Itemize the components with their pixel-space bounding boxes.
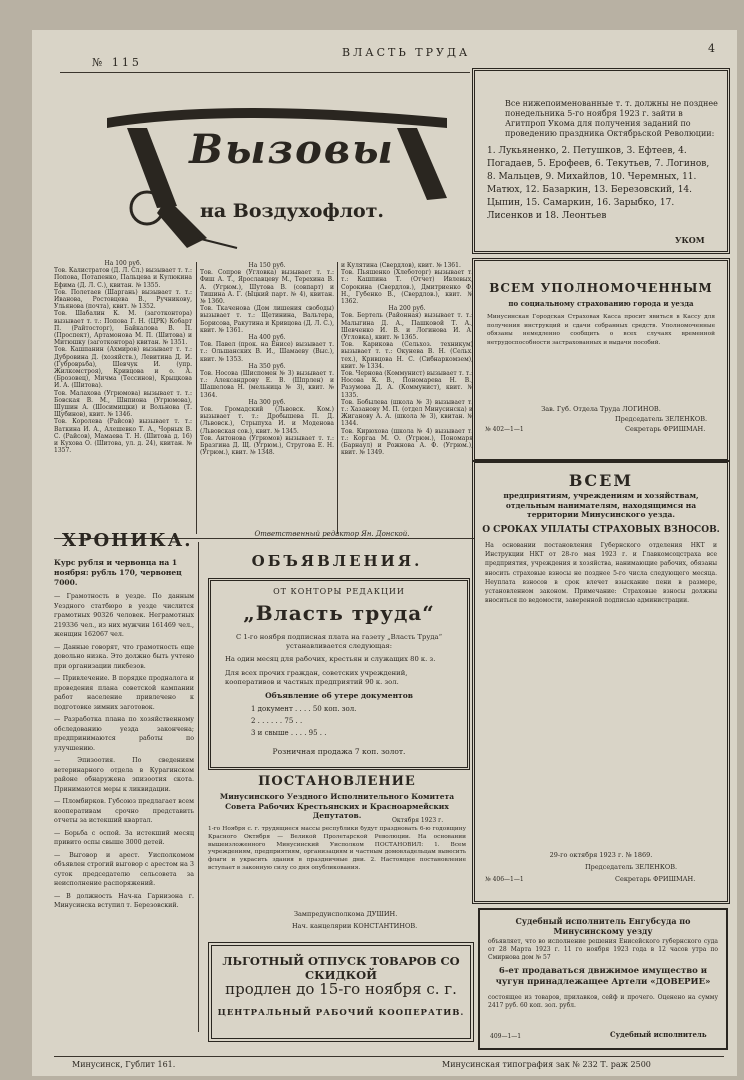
retail-price: Розничная продажа 7 коп. золот. xyxy=(272,747,406,756)
newspaper-page xyxy=(32,30,737,1076)
bailiff-signed: Судебный исполнитель xyxy=(610,1030,707,1039)
to-all-sec: Секретарь ФРИШМАН. xyxy=(615,875,696,883)
ads-title: ОБЪЯВЛЕНИЯ. xyxy=(251,552,423,570)
doc-row-2: 2 . . . . . . 75 . . xyxy=(251,717,303,725)
resolution-subtitle: Минусинского Уездного Исполнительного Комитета Совета Рабочих Крестьянских и Красноармейских Депутатов. xyxy=(219,792,455,820)
list-item: Тов. Королева (Райсов) вызывает т. т.: Ваткина И. А., Алешевко Т. А., Чорных В. С. (Райсов), Мамаева Т. Н. (Шитова д. 16) и Кухова О. (Шитова, ул. д. 24), квитан. № 1357. xyxy=(54,418,192,455)
footer-left: Минусинск, Гублит 161. xyxy=(72,1060,176,1069)
challenges-title: Вызовы xyxy=(189,126,395,173)
sale-title: ЛЬГОТНЫЙ ОТПУСК ТОВАРОВ СО СКИДКОЙ xyxy=(222,954,460,982)
to-all-notice xyxy=(472,460,730,904)
insurance-sec: Секретарь ФРИШМАН. xyxy=(625,425,706,433)
bailiff-ref: 409—1—1 xyxy=(490,1033,522,1040)
bailiff-body: объявляет, что во исполнение решения Енисейского губернского суда от 28 Марта 1923 г. 11 го ноября 1923 года в 12 часов утра по Смирнова дом № 57 xyxy=(488,938,718,961)
to-all-chair: Председатель ЗЕЛЕНКОВ. xyxy=(585,863,678,871)
challenges-banner xyxy=(87,88,472,258)
list-item: — Данные говорят, что грамотность еще довольно низка. Это должно быть учтено при организации ликбезов. xyxy=(54,643,194,670)
page-number: 4 xyxy=(708,42,718,55)
to-all-heading: О СРОКАХ УПЛАТЫ СТРАХОВЫХ ВЗНОСОВ. xyxy=(482,525,720,535)
list-item: Тов. Носова (Шиспомен № 3) вызывает т. т.: Александрову Е. В. (Шпрлен) и Шашелова Н. (мельница № 3), квит. № 1364. xyxy=(200,370,334,399)
issue-number: № 115 xyxy=(92,56,142,69)
list-item: На 350 руб. xyxy=(248,362,286,370)
insurance-chair: Председатель ЗЕЛЕНКОВ. xyxy=(615,415,708,423)
insurance-footer: Зав. Губ. Отдела Труда ЛОГИНОВ. xyxy=(541,405,661,413)
list-item: — Грамотность в уезде. По данным Уездного статбюро в уезде числится грамотных 90326 человек. Неграмотных 219336 чел., из них мужчин 161469 чел., женщин 162067 чел. xyxy=(54,593,194,638)
list-item: На 300 руб. xyxy=(248,398,286,406)
list-item: — Привлечение. В порядке продналога и проведения плана советской кампании работ население привлечено к подготовке зимних заготовок. xyxy=(54,675,194,711)
insurance-notice xyxy=(472,258,730,462)
resolution-title: ПОСТАНОВЛЕНИЕ xyxy=(258,774,416,789)
list-item: Тов. Карикова (Сельхоз. техникум) вызывает т. т.: Окунева В. Н. (Сельх. тех.), Кривцова Н. С. (Сибнаркомзем), квит. № 1334. xyxy=(341,341,473,370)
exchange-rate: Курс рубля и червонца на 1 ноября: рубль 170, червонец 7000. xyxy=(54,558,182,587)
ads-row-1: На один месяц для рабочих, крестьян и служащих 80 к. з. xyxy=(225,655,436,663)
ads-row-2: Для всех прочих граждан, советских учреждений, кооперативов и частных предприятий 90 к. зол. xyxy=(225,669,408,686)
doc-row-3: 3 и свыше . . . . 95 . . xyxy=(251,729,327,737)
sale-coop: ЦЕНТРАЛЬНЫЙ РАБОЧИЙ КООПЕРАТИВ. xyxy=(217,1008,465,1018)
list-item: Тов. Полетаев (Шаргань) вызывает т. т.: Иванова, Ростовцева В., Ручникову, Ульянова (почта), квит. № 1352. xyxy=(54,288,192,311)
list-item: Тов. Чернова (Коммунист) вызывает т. т.: Носова К. В., Пономарева Н. В., Разумова Д. А. (Коммунист), квит. № 1335. xyxy=(341,370,473,399)
insurance-title: ВСЕМ УПОЛНОМОЧЕННЫМ xyxy=(489,281,713,295)
footer-right: Минусинская типография зак № 232 Т. раж 2500 xyxy=(442,1060,651,1069)
list-item: Тов. Сопров (Угловка) вызывает т. т.: Фиш А. Т., Ярославцеву М., Терехина В. А. (Угрюм.), Шутова В. (совпарт) и Тишина А. Г. (Ыцкий парт. № 4), квитан. № 1360. xyxy=(200,269,334,306)
list-item: Тов. Кашпанин (Ахмиров) вызывает т. т.: Дубровина Д. (хозяйств.), Левитина Д. И. (Губроврьба), Шевчук И. (упр. Жилкомстроя), Кривцова и о. А. (Брозовец), Мичма (Тессинов), Крыцкова И. А. (Шитова). xyxy=(54,346,192,390)
list-item: Тов. Кирюхова (школа № 4) вызывает т. т.: Коргаа М. О. (Угрюм.), Пономаря (Барнаул) и Рожнова А. Ф. (Угрюм.), квит. № 1349. xyxy=(341,427,473,457)
newspaper-title: ВЛАСТЬ ТРУДА xyxy=(342,46,471,59)
ukom-notice xyxy=(472,68,730,254)
list-item: На 400 руб. xyxy=(248,334,286,342)
chronicle-title: ХРОНИКА. xyxy=(62,530,193,551)
ads-sub-text: С 1-го ноября подписная плата на газету „Власть Труда“ устанавливается следующая: xyxy=(235,633,443,650)
challenges-subtitle: на Воздухофлот. xyxy=(199,200,385,222)
list-item: Тов. Бертель (Районная) вызывает т. т.: Малыгина Д. А., Пашковой Т. А., Шевченко И. В. и Логинова И. А. (Угловка), квит. № 1365. xyxy=(341,312,473,342)
to-all-ref: № 406—1—1 xyxy=(485,876,524,883)
to-all-subtitle: предприятиям, учреждениям и хозяйствам, отдельным нанимателям, находящимся на территории Минусинского уезда. xyxy=(503,491,699,519)
challenges-col-3 xyxy=(341,262,473,536)
list-item: — Эпизоотия. По сведениям ветеринарного отдела в Курагинском районе обнаружена эпизоотия скота. Принимаются меры к ликвидации. xyxy=(54,757,194,793)
list-item: Тов. Громадский (Львовск. Ком.) вызывает т. т.: Дробышева П. Д. (Львовск.), Стрыпуха И. и Моденова (Львовская сов.), квит. № 1345. xyxy=(200,406,334,435)
doc-row-1: 1 документ . . . . 50 коп. зол. xyxy=(251,705,357,713)
list-item: Тов. Калистратов (Д. Л. Сл.) вызывает т. т.: Попова, Потапенко, Пальцева и Кулюкина Ефима (Д. Л. С.), квитан. № 1355. xyxy=(54,267,192,289)
ads-from: ОТ КОНТОРЫ РЕДАКЦИИ xyxy=(273,587,405,596)
resolution-manager: Нач. канцелярии КОНСТАНТИНОВ. xyxy=(292,922,418,930)
challenges-col-2 xyxy=(200,262,334,536)
list-item: — Разработка плана по хозяйственному обследованию уезда закончена; предпринимаются работы по улучшению. xyxy=(54,716,194,752)
list-item: На 150 руб. xyxy=(248,262,286,269)
bailiff-tail: состоящее из товаров, прилавков, сейф и прочего. Оценено на сумму 2417 руб. 60 коп. зол. рубл. xyxy=(488,994,718,1009)
ads-paper: „Власть труда“ xyxy=(243,601,435,625)
chronicle-column xyxy=(54,558,194,1028)
list-item: Тов. Ткаченова (Дом лишения свободы) вызывает т. т.: Щетинина, Вальтера, Борисова, Ракутина и Кривцова (Д. Л. С.), квит. № 1361. xyxy=(200,305,334,334)
resolution-date: Октября 1923 г. xyxy=(392,817,444,824)
insurance-body: Минусинская Городская Страховая Касса просит явиться в Кассу для получения инструкций и сдачи собранных средств. Уполномоченные обязаны немедленно сообщить о всех случаях временной нетрудоспособности застрахованных и выдачи пособий. xyxy=(487,314,715,346)
list-item: Тов. Малахова (Угрюмова) вызывает т. т.: Бовская В. М., Шнпиона (Угрюмова), Шушин А. (Шосимищки) и Вольнова (Т. Щубинов), квит. № 1346. xyxy=(54,389,192,419)
sale-box xyxy=(208,942,474,1042)
bailiff-notice xyxy=(478,908,728,1050)
to-all-title: ВСЕМ xyxy=(568,471,634,490)
list-item: — Пломбирков. Губсоюз предлагает всем кооперативам срочно представить отчеты за истекший квартал. xyxy=(54,798,194,824)
list-item: Тов. Антонова (Угрюмов) вызывает т. т.: Бразгина Д. Щ. (Угрюм.), Стругова Е. Н. (Угрюм.), квит. № 1348. xyxy=(200,434,334,457)
list-item: Тов. Бобылева (школа № 3) вызывает т. т.: Хазанову М. П. (отдел Минусинска) и Жиганову А. А. (школа № 3), квитан. № 1344. xyxy=(341,398,473,428)
editor-line: Ответственный редактор Ян. Донской. xyxy=(254,530,410,538)
challenges-col-1 xyxy=(54,260,192,536)
list-item: Тов. Павел (прок. на Енисе) вызывает т. т.: Ольшанских В. И., Шамаеву (Выс.), квит. № 1353. xyxy=(200,341,334,363)
bailiff-title: Судебный исполнитель Енгубсуда по Минусинскому уезду xyxy=(515,916,691,936)
list-item: На 200 руб. xyxy=(388,305,426,313)
bailiff-bold: 6-ет продаваться движимое имущество и чугун принадлежащее Артели «ДОВЕРИЕ» xyxy=(495,966,711,987)
resolution-body: 1-го Ноября с. г. трудящиеся массы республики будут праздновать 6-ю годовщину Красного Октября — Великой Пролетарской Революции. На основании вышеизложенного Минусинский Уисполком ПОСТАНОВИЛ: 1. Всем учреждениям, предприятиям, организациям и частным домовладельцам вывесить флаги и украсить здания в праздничные дни. 2. Настоящее постановление вступает в законную силу со дня опубликования. xyxy=(208,826,466,871)
ukom-names: 1. Лукьяненко, 2. Петушков, 3. Ефтеев, 4. Погадаев, 5. Ерофеев, 6. Текутьев, 7. Логинов, 8. Мальцев, 9. Михайлов, 10. Черемных, 11. Матюх, 12. Базаркин, 13. Березовский, 14. Цыпин, 15. Самаркин, 16. Зарыбко, 17. Лисенков и 18. Леонтьев xyxy=(487,146,710,221)
list-item: Тов. Шабалин К. М. (заготконтора) вызывает т. т.: Попова Г. Н. (ЦРК) Кобарт П. (Райтосторг), Байкалова В. П. (Проспект), Артамонова М. П. (Шитова) и Митюшку (заготконтора) квитан. № 1351. xyxy=(54,310,192,347)
list-item: Тов. Пьяшенко (Хлеботорг) вызывает т. т.: Кашпина Т. (Отчет) Ивлевых, Сорокина (Свердлов.), Дмитриенко Ф. Н., Губенко В., (Свердлов.), квит. № 1362. xyxy=(341,269,473,306)
sale-extend: продлен до 15-го ноября с. г. xyxy=(225,980,457,998)
doc-title: Объявление об утере документов xyxy=(265,691,413,700)
subscription-box xyxy=(208,578,470,770)
list-item: — Борьба с оспой. За истекший месяц привито оспы свыше 3000 детей. xyxy=(54,829,194,846)
list-item: — В должность Нач-ка Гарнизона г. Минусинска вступил т. Березовский. xyxy=(54,892,194,909)
insurance-ref: № 402—1—1 xyxy=(485,426,524,433)
to-all-date: 29-го октября 1923 г. № 1869. xyxy=(549,851,653,859)
to-all-body: На основании постановления Губернского отделения НКТ и Инструкции НКТ от 28-го мая 1923 г. и Главкомсоцстраха все предприятия, учреждения и хозяйства, нанимающие рабочих, обязаны вносить страховые взносы не позднее 5-го числа следующего месяца. Неуплата взносов в срок влечет взыскание пени в размере, установленном законом. Примечание: Страховые взносы должны вноситься по ведомости, заверенной подписью администрации. xyxy=(485,542,717,605)
resolution-chair: Зампредуисполкома ДУШИН. xyxy=(294,910,398,918)
insurance-subtitle: по социальному страхованию города и уезда xyxy=(508,299,694,308)
ukom-text: Все нижепоименованные т. т. должны не позднее понедельника 5-го ноября 1923 г. зайти в Агитпроп Укома для получения заданий по проведению праздника Октябрьской Революции: xyxy=(505,99,718,138)
list-item: и Кулятина (Свердлов), квит. № 1361. xyxy=(341,262,461,269)
airplane-illustration xyxy=(87,88,472,258)
ukom-signature: УКОМ xyxy=(675,235,705,245)
list-item: — Выговор и арест. Уисполкомом объявлен строгий выговор с арестом на 3 суток председателю сельсовета за неисполнение распоряжений. xyxy=(54,851,194,887)
list-item: На 100 руб. xyxy=(104,260,142,267)
